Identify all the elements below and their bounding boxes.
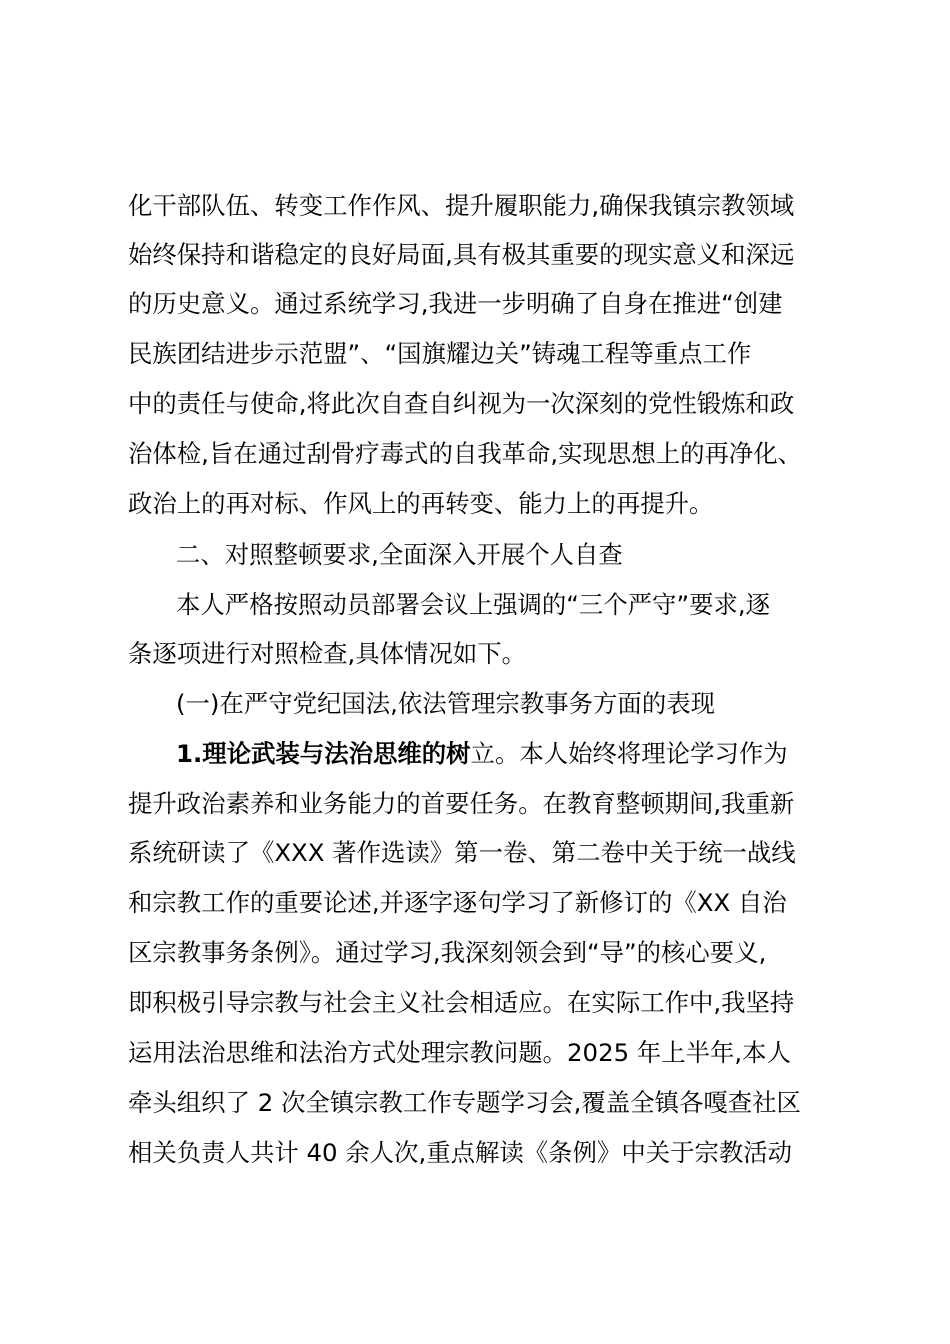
body-text-line: 即积极引导宗教与社会主义社会相适应。在实际工作中,我坚持 xyxy=(128,988,795,1017)
body-text-line: 和宗教工作的重要论述,并逐字逐句学习了新修订的《XX 自治 xyxy=(128,888,787,917)
body-text-line: 始终保持和谐稳定的良好局面,具有极其重要的现实意义和深远 xyxy=(128,240,795,269)
body-text-line: 牵头组织了 2 次全镇宗教工作专题学习会,覆盖全镇各嘎查社区 xyxy=(128,1088,801,1117)
body-text-line: 政治上的再对标、作风上的再转变、能力上的再提升。 xyxy=(128,489,714,518)
body-text-line: 化干部队伍、转变工作作风、提升履职能力,确保我镇宗教领域 xyxy=(128,191,795,220)
subsection-heading: (一)在严守党纪国法,依法管理宗教事务方面的表现 xyxy=(176,689,715,718)
body-text-line: 区宗教事务条例》。通过学习,我深刻领会到“导”的核心要义, xyxy=(128,938,767,967)
body-text-line: 相关负责人共计 40 余人次,重点解读《条例》中关于宗教活动 xyxy=(128,1138,793,1167)
point-title-tail: 立。本人始终将理论学习作为 xyxy=(470,739,788,768)
body-text-line: 的历史意义。通过系统学习,我进一步明确了自身在推进“创建 xyxy=(128,289,783,318)
body-text-line: 民族团结进步示范盟”、“国旗耀边关”铸魂工程等重点工作 xyxy=(128,339,752,368)
intro-text-line: 条逐项进行对照检查,具体情况如下。 xyxy=(128,639,527,668)
point-title: 1.理论武装与法治思维的树 xyxy=(176,739,471,768)
intro-text-line: 本人严格按照动员部署会议上强调的“三个严守”要求,逐 xyxy=(176,590,771,619)
body-text-line: 系统研读了《XXX 著作选读》第一卷、第二卷中关于统一战线 xyxy=(128,838,796,867)
body-text-line: 提升政治素养和业务能力的首要任务。在教育整顿期间,我重新 xyxy=(128,789,795,818)
section-heading: 二、对照整顿要求,全面深入开展个人自查 xyxy=(176,540,623,569)
body-text-line: 中的责任与使命,将此次自查自纠视为一次深刻的党性锻炼和政 xyxy=(128,389,795,418)
point-heading-line xyxy=(176,734,848,774)
body-text-line: 治体检,旨在通过刮骨疗毒式的自我革命,实现思想上的再净化、 xyxy=(128,439,803,468)
body-text-line: 运用法治思维和法治方式处理宗教问题。2025 年上半年,本人 xyxy=(128,1038,791,1067)
